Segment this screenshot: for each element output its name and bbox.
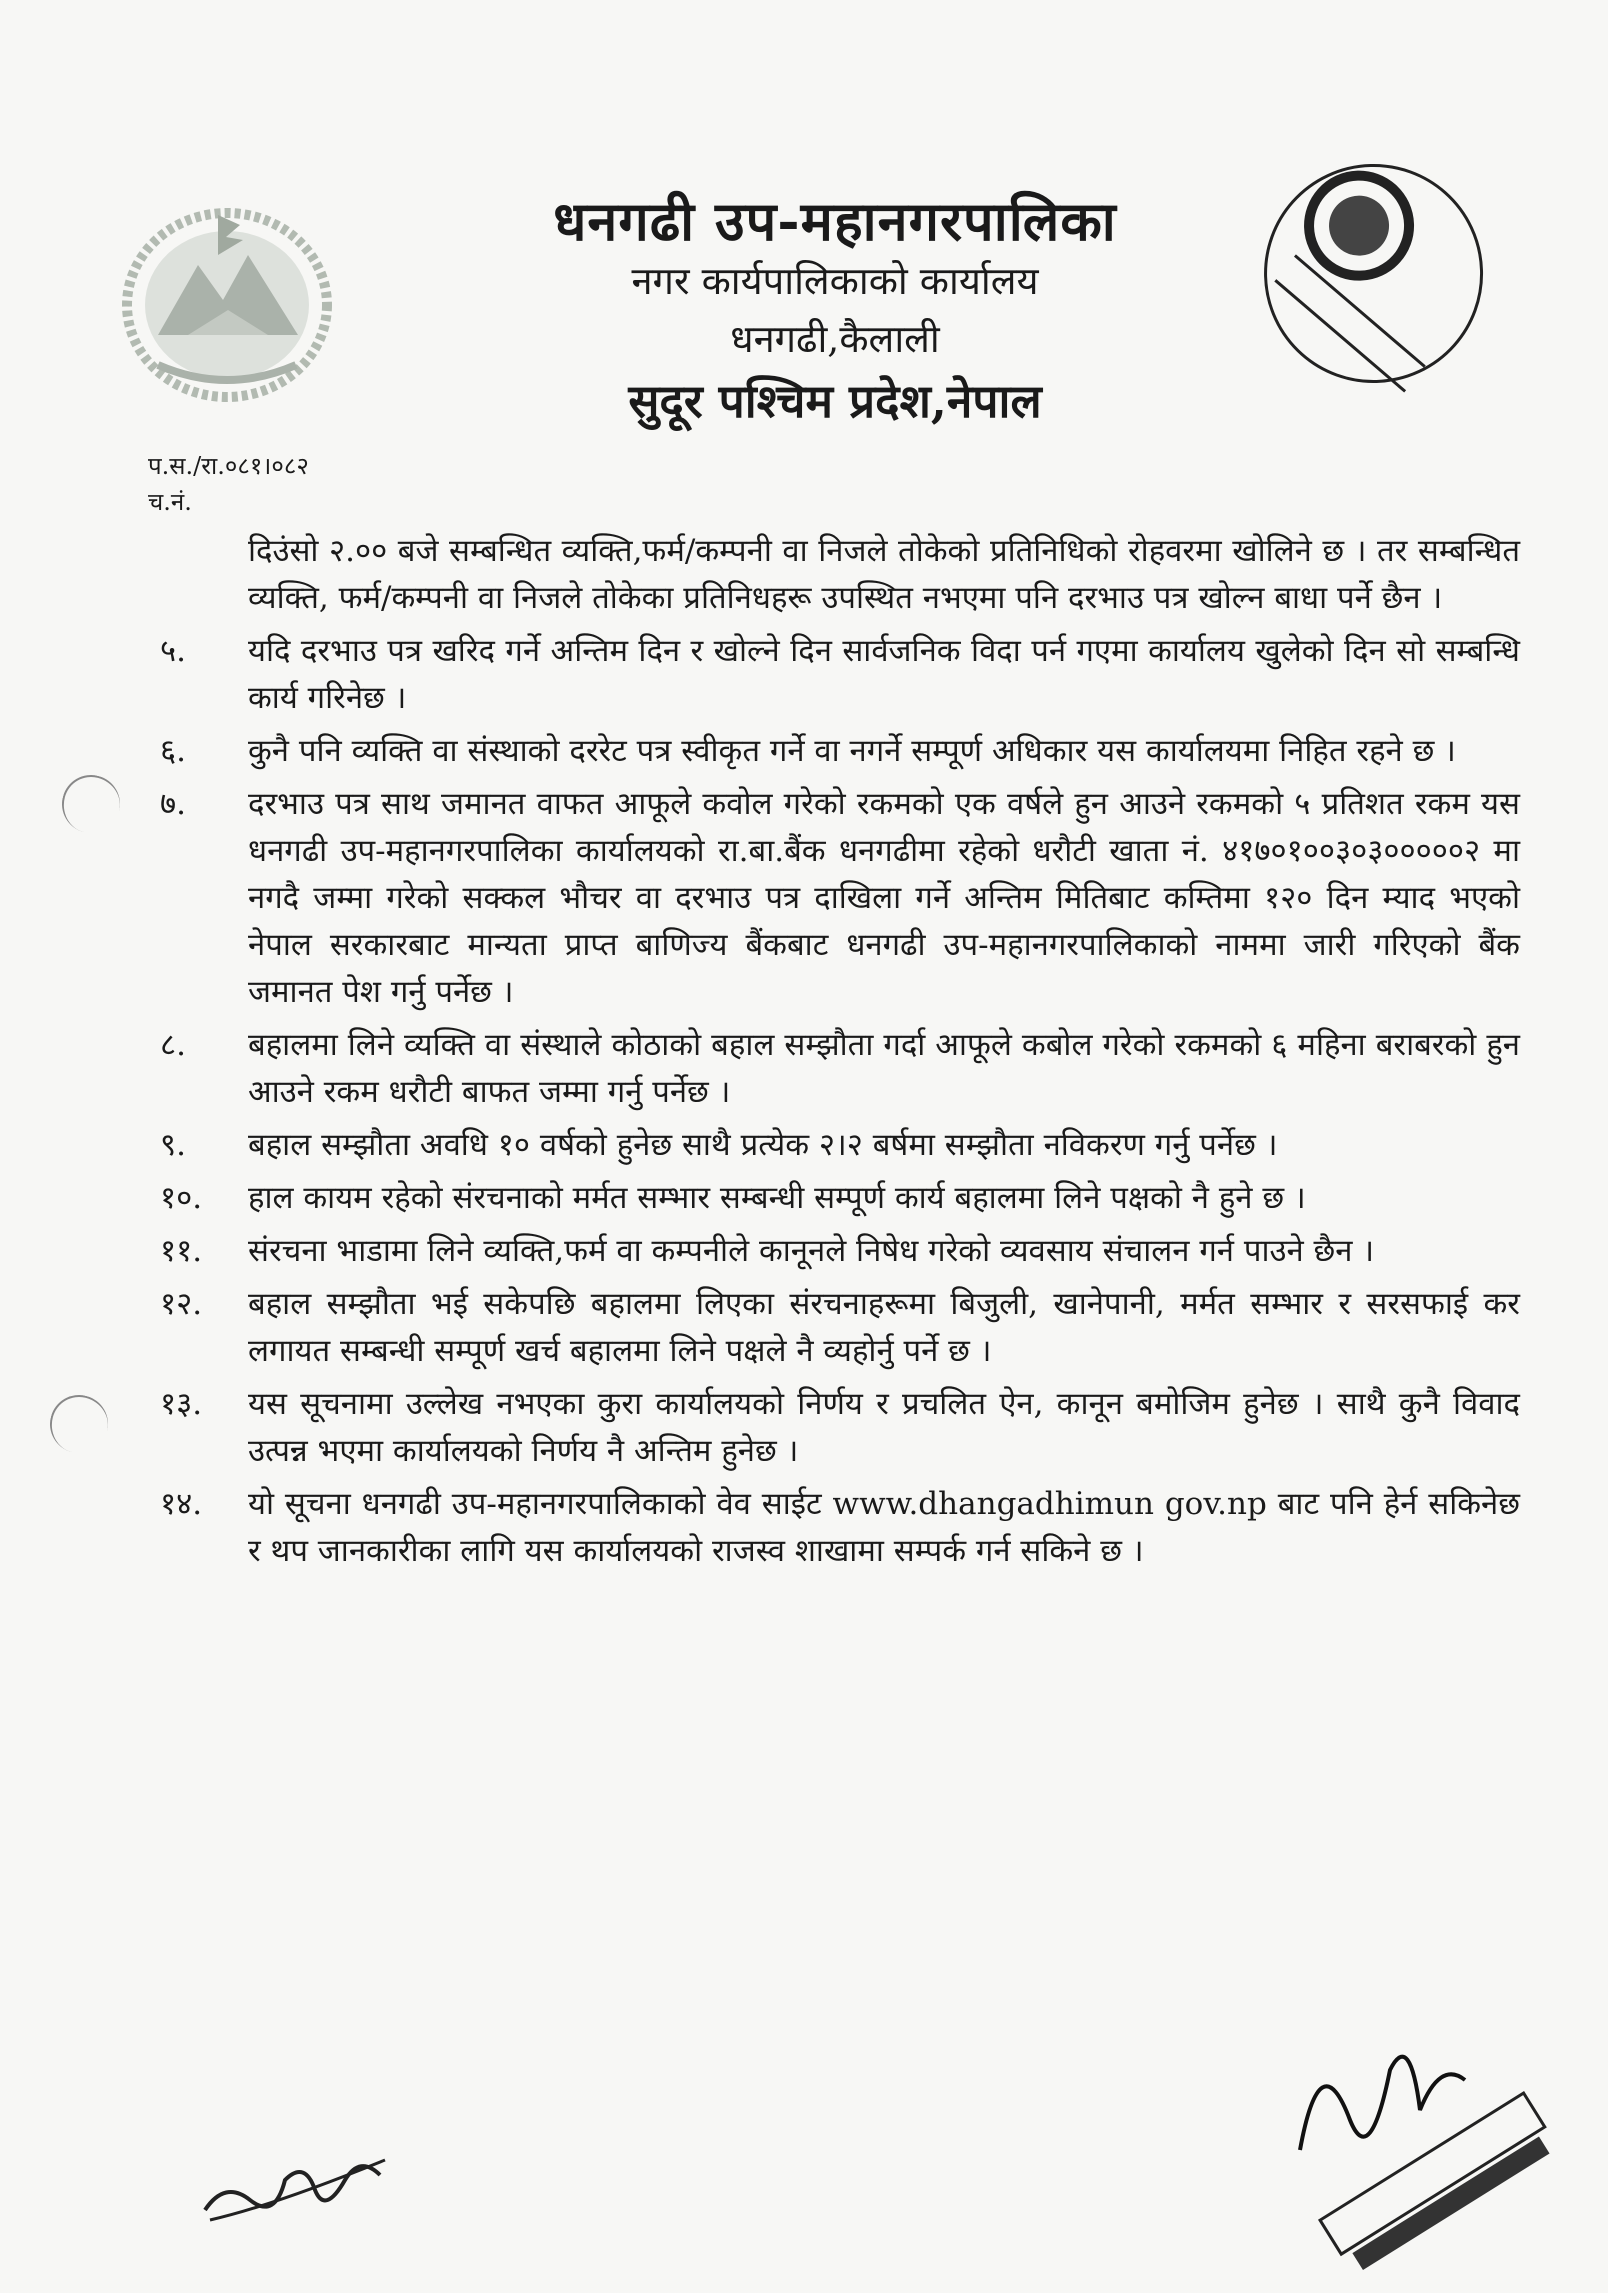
clause-continuation [160,528,1520,622]
clause-text: संरचना भाडामा लिने व्यक्ति,फर्म वा कम्पनीले कानूनले निषेध गरेको व्यवसाय संचालन गर्न पाउने छैन । [248,1233,1375,1269]
clause-number: ८. [160,1027,186,1063]
clause-number: १०. [160,1180,203,1216]
punch-hole-mark [43,1388,114,1459]
clause-8 [160,1022,1520,1116]
clause-number: ११. [160,1233,203,1269]
clause-5 [160,628,1520,722]
clause-number: १३. [160,1386,203,1422]
clause-11 [160,1228,1520,1275]
clause-number [160,528,248,622]
clause-text: बहालमा लिने व्यक्ति वा संस्थाले कोठाको बहाल सम्झौता गर्दा आफूले कबोल गरेको रकमको ६ महिना बराबरको हुन आउने रकम धरौटी बाफत जम्मा गर्नु पर्नेछ । [248,1027,1520,1110]
punch-hole-mark [55,768,126,839]
clause-text: दरभाउ पत्र साथ जमानत वाफत आफूले कवोल गरेको रकमको एक वर्षले हुन आउने रकमको ५ प्रतिशत रकम यस धनगढी उप-महानगरपालिका कार्यालयको रा.बा.बैंक धनगढीमा रहेको धरौटी खाता नं. ४१७०१००३०३०००००२ मा नगदै जम्मा गरेको सक्कल भौचर वा दरभाउ पत्र दाखिला गर्ने अन्तिम मितिबाट कम्तिमा १२० दिन म्याद भएको नेपाल सरकारबाट मान्यता प्राप्त बाणिज्य बैंकबाट धनगढी उप-महानगरपालिकाको नाममा जारी गरिएको बैंक जमानत पेश गर्नु पर्नेछ । [248,786,1520,1010]
clause-text: हाल कायम रहेको संरचनाको मर्मत सम्भार सम्बन्धी सम्पूर्ण कार्य बहालमा लिने पक्षको नै हुने छ । [248,1180,1306,1216]
clause-10 [160,1175,1520,1222]
clause-6 [160,728,1520,775]
clause-text: बहाल सम्झौता भई सकेपछि बहालमा लिएका संरचनाहरूमा बिजुली, खानेपानी, मर्मत सम्भार र सरसफाई कर लगायत सम्बन्धी सम्पूर्ण खर्च बहालमा लिने पक्षले नै व्यहोर्नु पर्ने छ । [248,1286,1520,1369]
clause-number: ७. [160,786,186,822]
clause-number: ६. [160,733,186,769]
clause-text: कुनै पनि व्यक्ति वा संस्थाको दररेट पत्र स्वीकृत गर्ने वा नगर्ने सम्पूर्ण अधिकार यस कार्यालयमा निहित रहने छ । [248,733,1456,769]
clause-text: यदि दरभाउ पत्र खरिद गर्ने अन्तिम दिन र खोल्ने दिन सार्वजनिक विदा पर्न गएमा कार्यालय खुलेको दिन सो सम्बन्धि कार्य गरिनेछ । [248,633,1520,716]
clause-number: १४. [160,1486,203,1522]
clause-text: दिउंसो २.०० बजे सम्बन्धित व्यक्ति,फर्म/कम्पनी वा निजले तोकेको प्रतिनिधिको रोहवरमा खोलिने छ । तर सम्बन्धित व्यक्ति, फर्म/कम्पनी वा निजले तोकेका प्रतिनिधहरू उपस्थित नभएमा पनि दरभाउ पत्र खोल्न बाधा पर्ने छैन । [248,533,1520,616]
office-name: धनगढी उप-महानगरपालिका [553,189,1117,253]
signature-stamp-icon [1280,2000,1570,2290]
clause-9 [160,1122,1520,1169]
office-location: धनगढी,कैलाली [730,317,940,361]
reference-block [148,448,309,520]
clause-text: यो सूचना धनगढी उप-महानगरपालिकाको वेव साईट www.dhangadhimun gov.np बाट पनि हेर्न सकिनेछ र थप जानकारीका लागि यस कार्यालयको राजस्व शाखामा सम्पर्क गर्न सकिने छ । [248,1486,1520,1569]
clause-text: बहाल सम्झौता अवधि १० वर्षको हुनेछ साथै प्रत्येक २।२ बर्षमा सम्झौता नविकरण गर्नु पर्नेछ । [248,1127,1278,1163]
clause-14 [160,1481,1520,1575]
handwritten-page-mark-icon [195,2120,395,2230]
province-name: सुदूर पश्चिम प्रदेश,नेपाल [628,374,1042,428]
clause-text: यस सूचनामा उल्लेख नभएका कुरा कार्यालयको निर्णय र प्रचलित ऐन, कानून बमोजिम हुनेछ । साथै कुनै विवाद उत्पन्न भएमा कार्यालयको निर्णय नै अन्तिम हुनेछ । [248,1386,1520,1469]
clause-number: ५. [160,633,186,669]
clause-12 [160,1281,1520,1375]
letterhead [420,190,1250,434]
clause-7 [160,781,1520,1016]
notice-body [160,528,1520,1581]
clause-13 [160,1381,1520,1475]
clause-number: १२. [160,1286,203,1322]
department-name: नगर कार्यपालिकाको कार्यालय [631,259,1039,303]
dispatch-number: च.नं. [148,488,192,516]
clause-number: ९. [160,1127,186,1163]
office-stamp-icon [1215,152,1515,442]
fiscal-reference: प.स./रा.०८१।०८२ [148,452,309,480]
nepal-emblem-icon [118,195,336,405]
